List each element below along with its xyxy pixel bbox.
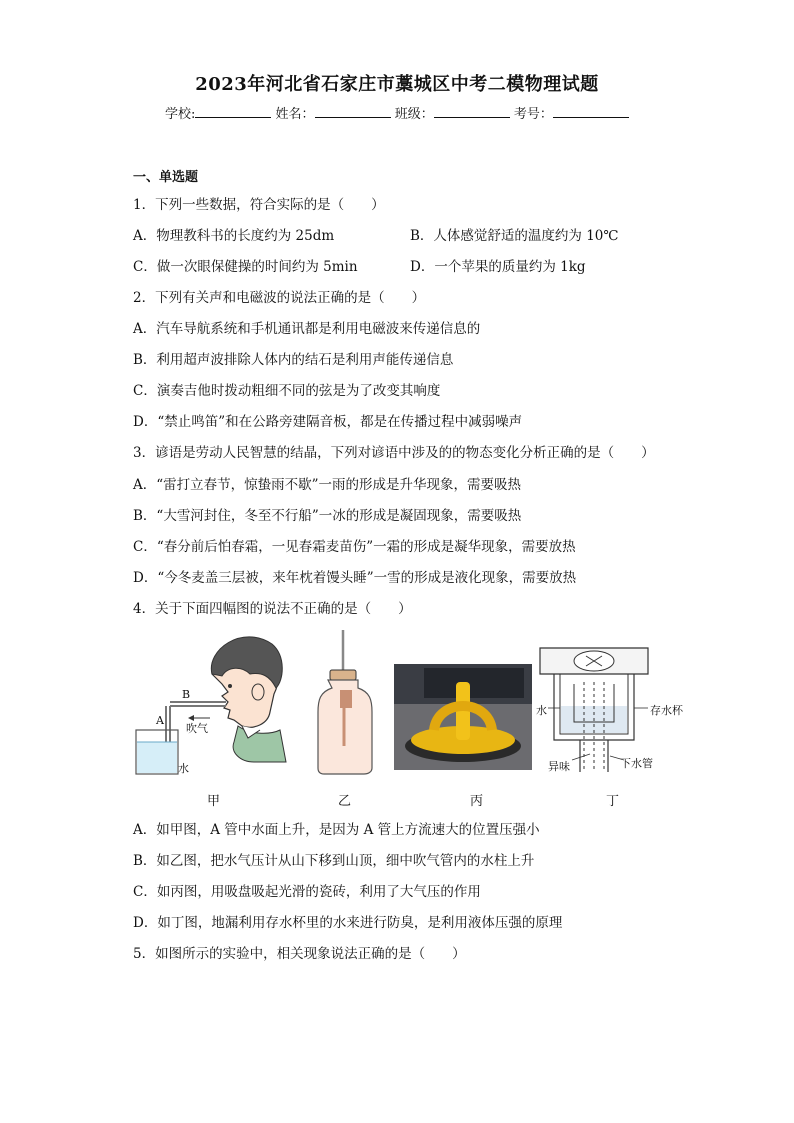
question-1-stem: 1．下列一些数据，符合实际的是（ ） (133, 197, 385, 213)
question-4-option-d: D．如丁图，地漏利用存水杯里的水来进行防臭，是利用液体压强的原理 (133, 915, 563, 931)
question-3-option-c: C．“春分前后怕春霜，一见春霜麦苗伤”一霜的形成是凝华现象，需要放热 (133, 539, 576, 555)
student-info-line (165, 103, 629, 122)
school-label: 学校: (165, 107, 196, 122)
question-3-option-b: B．“大雪河封住，冬至不行船”一冰的形成是凝固现象，需要吸热 (133, 508, 522, 524)
question-1-option-b: B．人体感觉舒适的温度约为 10℃ (410, 228, 619, 244)
question-2-option-d: D．“禁止鸣笛”和在公路旁建隔音板，都是在传播过程中减弱噪声 (133, 414, 523, 430)
name-label: 姓名： (275, 107, 315, 122)
question-1-option-c: C．做一次眼保健操的时间约为 5min (133, 259, 358, 275)
question-1-option-d: D．一个苹果的质量约为 1kg (410, 259, 586, 275)
question-2-option-c: C．演奏吉他时拨动粗细不同的弦是为了改变其响度 (133, 383, 441, 399)
ding-label-pipe: 下水管 (620, 757, 653, 770)
figure-caption-ding: 丁 (606, 794, 620, 809)
question-3-stem: 3．谚语是劳动人民智慧的结晶，下列对谚语中涉及的的物态变化分析正确的是（ ） (133, 445, 655, 461)
number-blank (553, 105, 629, 118)
figure-jia (130, 622, 290, 782)
figure-caption-yi: 乙 (338, 794, 352, 809)
question-4-option-b: B．如乙图，把水气压计从山下移到山顶，细中吹气管内的水柱上升 (133, 853, 535, 869)
figure-caption-bing: 丙 (470, 794, 484, 809)
name-blank (315, 105, 391, 118)
question-2-option-b: B．利用超声波排除人体内的结石是利用声能传递信息 (133, 352, 454, 368)
number-label: 考号： (513, 107, 553, 122)
school-blank (195, 105, 271, 118)
question-3-option-a: A．“雷打立春节，惊蛰雨不歇”一雨的形成是升华现象，需要吸热 (133, 477, 522, 493)
question-2-option-a: A．汽车导航系统和手机通讯都是利用电磁波来传递信息的 (133, 321, 481, 337)
question-4-stem: 4．关于下面四幅图的说法不正确的是（ ） (133, 601, 412, 617)
jia-label-water: 水 (178, 762, 189, 775)
ding-label-water: 水 (536, 704, 547, 717)
question-3-option-d: D．“今冬麦盖三层被，来年枕着馒头睡”一雪的形成是液化现象，需要放热 (133, 570, 577, 586)
ding-label-smell: 异味 (548, 760, 570, 773)
question-1-option-a: A．物理教科书的长度约为 25dm (133, 228, 335, 244)
question-4-option-c: C．如丙图，用吸盘吸起光滑的瓷砖，利用了大气压的作用 (133, 884, 481, 900)
figure-bing-photo (394, 664, 532, 770)
figure-yi-drawing (310, 628, 380, 778)
section-heading: 一、单选题 (133, 170, 199, 185)
figure-jia-drawing (130, 622, 290, 782)
jia-label-b: B (182, 688, 191, 701)
figure-caption-jia: 甲 (207, 794, 221, 809)
jia-label-blow: 吹气 (186, 722, 208, 735)
figure-yi (310, 628, 380, 778)
class-blank (434, 105, 510, 118)
page-title: 2023年河北省石家庄市藁城区中考二模物理试题 (195, 74, 599, 95)
figure-ding (530, 644, 700, 774)
figure-bing (394, 664, 532, 770)
class-label: 班级： (394, 107, 434, 122)
ding-label-cup: 存水杯 (650, 704, 683, 717)
question-4-option-a: A．如甲图，A 管中水面上升，是因为 A 管上方流速大的位置压强小 (133, 822, 540, 838)
jia-label-a: A (156, 714, 164, 727)
question-2-stem: 2．下列有关声和电磁波的说法正确的是（ ） (133, 290, 426, 306)
question-5-stem: 5．如图所示的实验中，相关现象说法正确的是（ ） (133, 946, 466, 962)
